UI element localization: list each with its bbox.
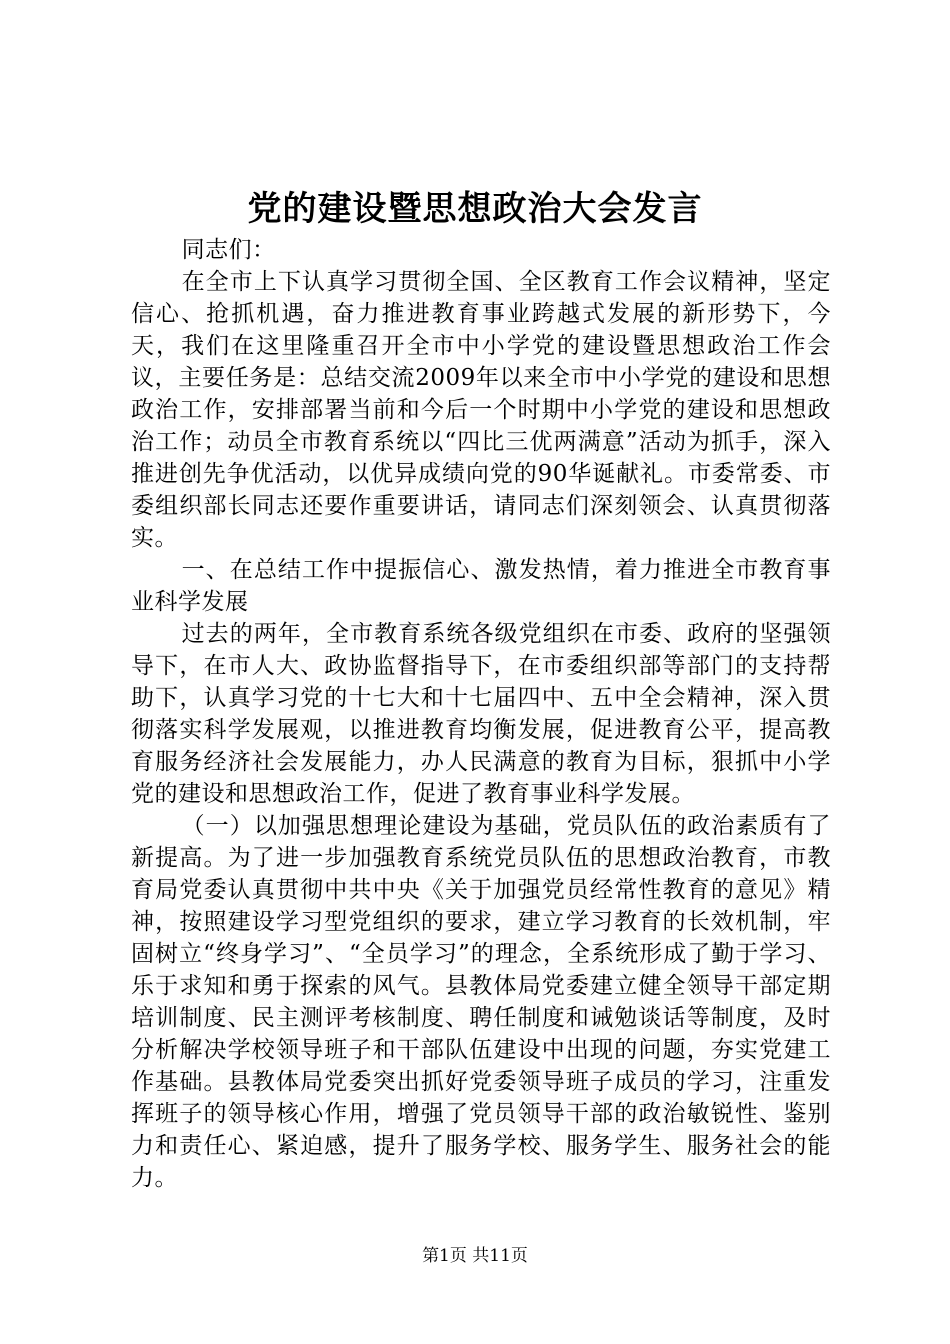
intro-paragraph: 在全市上下认真学习贯彻全国、全区教育工作会议精神，坚定信心、抢抓机遇，奋力推进教育事业跨越式发展的新形势下，今天，我们在这里隆重召开全市中小学党的建设暨思想政治工作会议，主要任务是：总结交流2009年以来全市中小学党的建设和思想政治工作，安排部署当前和今后一个时期中小学党的建设和思想政治工作；动员全市教育系统以“四比三优两满意”活动为抓手，深入推进创先争优活动，以优异成绩向党的90华诞献礼。市委常委、市委组织部长同志还要作重要讲话，请同志们深刻领会、认真贯彻落实。 bbox=[131, 269, 831, 551]
salutation-paragraph: 同志们： bbox=[181, 237, 276, 263]
page-footer: 第1页 共11页 bbox=[422, 1246, 528, 1266]
review-paragraph: 过去的两年，全市教育系统各级党组织在市委、政府的坚强领导下，在市人大、政协监督指导下，在市委组织部等部门的支持帮助下，认真学习党的十七大和十七届四中、五中全会精神，深入贯彻落实科学发展观，以推进教育均衡发展，促进教育公平，提高教育服务经济社会发展能力，办人民满意的教育为目标，狠抓中小学党的建设和思想政治工作，促进了教育事业科学发展。 bbox=[131, 621, 831, 807]
document-title: 党的建设暨思想政治大会发言 bbox=[247, 189, 703, 229]
document-body bbox=[131, 234, 831, 1194]
section-heading: 一、在总结工作中提振信心、激发热情，着力推进全市教育事业科学发展 bbox=[131, 557, 831, 615]
subsection-paragraph: （一）以加强思想理论建设为基础，党员队伍的政治素质有了新提高。为了进一步加强教育系统党员队伍的思想政治教育，市教育局党委认真贯彻中共中央《关于加强党员经常性教育的意见》精神，按照建设学习型党组织的要求，建立学习教育的长效机制，牢固树立“终身学习”、“全员学习”的理念，全系统形成了勤于学习、乐于求知和勇于探索的风气。县教体局党委建立健全领导干部定期培训制度、民主测评考核制度、聘任制度和诫勉谈话等制度，及时分析解决学校领导班子和干部队伍建设中出现的问题，夯实党建工作基础。县教体局党委突出抓好党委领导班子成员的学习，注重发挥班子的领导核心作用，增强了党员领导干部的政治敏锐性、鉴别力和责任心、紧迫感，提升了服务学校、服务学生、服务社会的能力。 bbox=[131, 813, 831, 1191]
